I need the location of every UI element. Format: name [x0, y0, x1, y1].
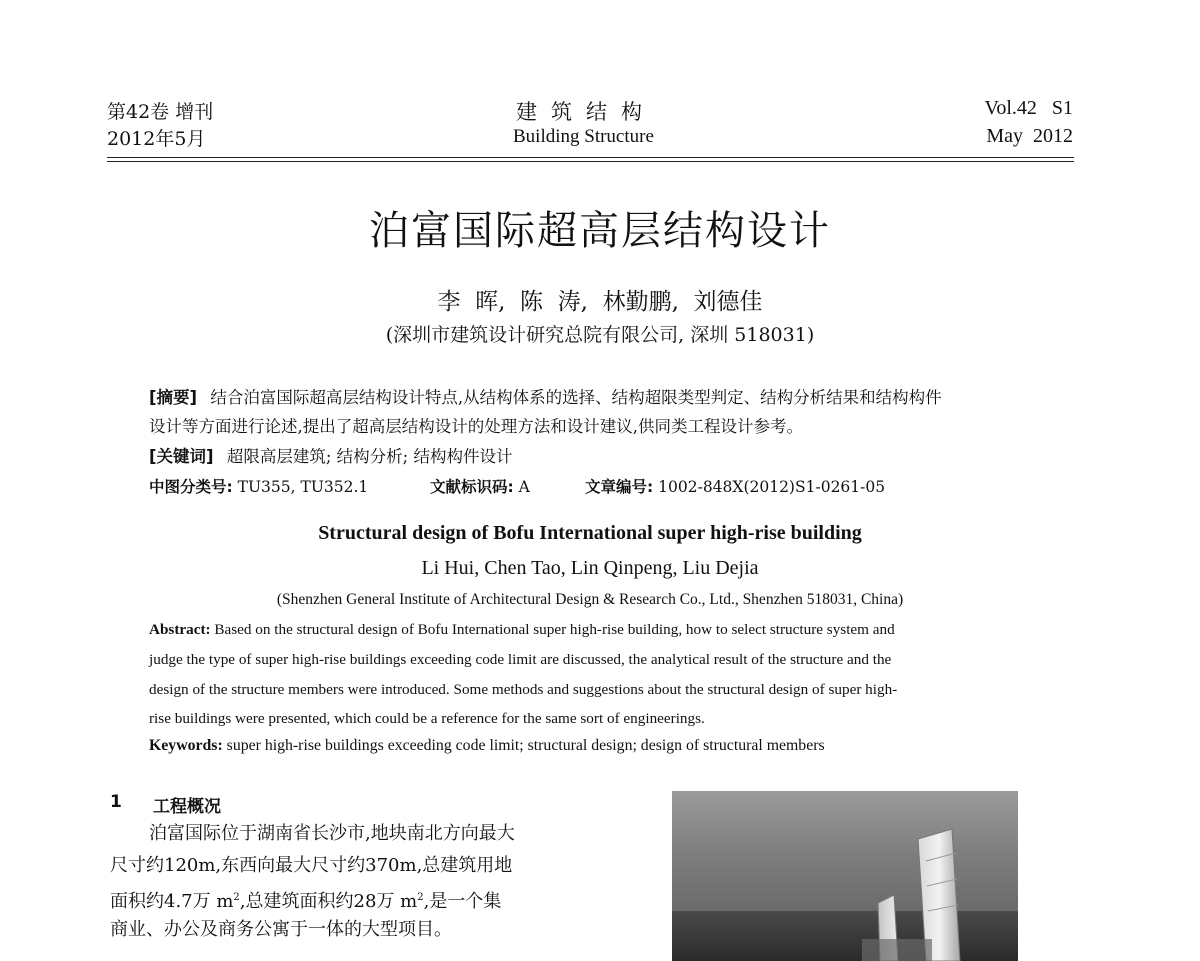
date-cn: 2012年5月 — [107, 128, 206, 150]
abstract-cn-label: [摘要] — [149, 388, 198, 407]
body-line3-part3: ,是一个集 — [423, 891, 502, 912]
volume-en: Vol.42 S1 — [984, 97, 1073, 119]
article-number-label: 文章编号: — [585, 478, 654, 496]
classification-row — [149, 475, 368, 497]
doc-code-label: 文献标识码: — [430, 478, 514, 496]
abstract-cn-text1: 结合泊富国际超高层结构设计特点,从结构体系的选择、结构超限类型判定、结构分析结果和结构构件 — [210, 388, 942, 407]
abstract-en-line1 — [149, 615, 1041, 645]
paper-title-en: Structural design of Bofu International super high-rise building — [318, 522, 862, 544]
journal-title-cn: 建筑结构 — [516, 100, 656, 124]
abstract-en-line4: rise buildings were presented, which could be a reference for the same sort of engineerings. — [149, 710, 705, 727]
article-number-value: 1002-848X(2012)S1-0261-05 — [658, 478, 886, 496]
class-label: 中图分类号: — [149, 478, 233, 496]
body-line1: 泊富国际位于湖南省长沙市,地块南北方向最大 — [149, 823, 515, 844]
paper-title-cn: 泊富国际超高层结构设计 — [369, 208, 831, 254]
building-photo — [672, 791, 1018, 961]
body-line3 — [110, 882, 501, 918]
body-line4: 商业、办公及商务公寓于一体的大型项目。 — [110, 919, 452, 940]
doc-code-value: A — [518, 478, 530, 496]
affiliation-en: (Shenzhen General Institute of Architectural Design & Research Co., Ltd., Shenzhen 518031, China) — [276, 591, 904, 608]
section-heading: 工程概况 — [153, 797, 221, 817]
article-number-row — [585, 475, 885, 497]
superscript-2: 2 — [417, 892, 424, 903]
keywords-en: super high-rise buildings exceeding code limit; structural design; design of structural members — [226, 737, 825, 754]
body-line2: 尺寸约120m,东西向最大尺寸约370m,总建筑用地 — [110, 855, 513, 876]
keywords-en-label: Keywords: — [149, 737, 223, 754]
body-line3-part1: 面积约4.7万 m — [110, 891, 234, 912]
abstract-en-line2: judge the type of super high-rise buildings exceeding code limit are discussed, the analytical result of the structure and the — [149, 651, 892, 668]
doc-code-row — [430, 475, 530, 497]
affiliation-cn: (深圳市建筑设计研究总院有限公司, 深圳 518031) — [385, 324, 815, 346]
authors-cn: 李 晖, 陈 涛, 林勤鹏, 刘德佳 — [437, 289, 763, 315]
volume-issue-cn: 第42卷 增刊 — [107, 101, 214, 123]
header-rule-top — [107, 157, 1074, 158]
keywords-cn-label: [关键词] — [149, 447, 214, 466]
superscript-2: 2 — [233, 892, 240, 903]
building-illustration — [672, 791, 1018, 961]
abstract-cn-line2: 设计等方面进行论述,提出了超高层结构设计的处理方法和设计建议,供同类工程设计参考。 — [149, 417, 803, 436]
journal-title-en: Building Structure — [513, 126, 654, 147]
date-en: May 2012 — [986, 125, 1073, 147]
authors-en: Li Hui, Chen Tao, Lin Qinpeng, Liu Dejia — [421, 557, 759, 579]
class-value: TU355, TU352.1 — [237, 478, 369, 496]
abstract-en-text1: Based on the structural design of Bofu International super high-rise building, how to select structure system and — [214, 621, 895, 638]
abstract-cn-line1 — [149, 384, 942, 411]
header-rule-bottom — [107, 161, 1074, 162]
keywords-cn: 超限高层建筑; 结构分析; 结构构件设计 — [226, 447, 513, 466]
abstract-en-label: Abstract: — [149, 621, 211, 638]
abstract-en-line3: design of the structure members were introduced. Some methods and suggestions about the structural design of super high- — [149, 681, 898, 698]
keywords-en-row — [149, 737, 825, 755]
section-number: 1 — [110, 792, 122, 812]
body-line3-part2: ,总建筑面积约28万 m — [239, 891, 418, 912]
keywords-cn-row — [149, 443, 512, 470]
